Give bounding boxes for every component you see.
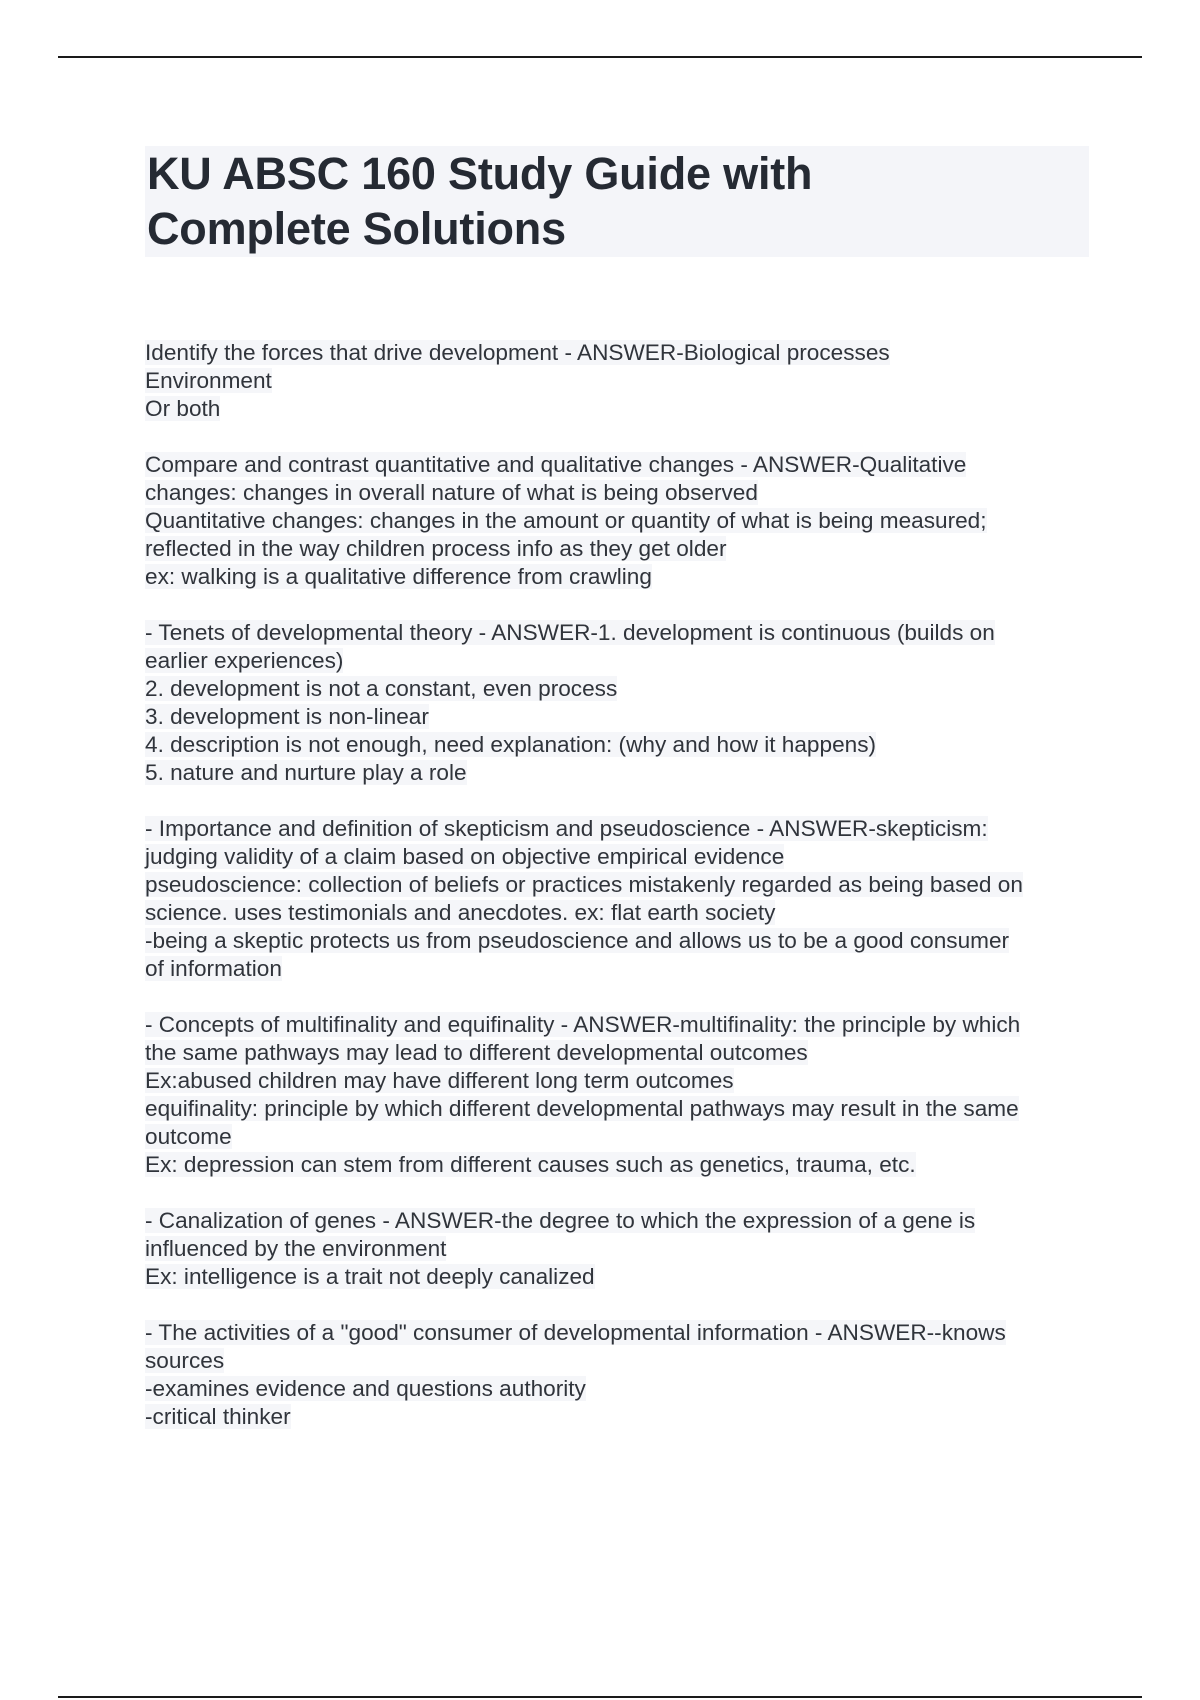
qa-text-line: -examines evidence and questions authority — [145, 1376, 586, 1401]
qa-text-line: the same pathways may lead to different developmental outcomes — [145, 1040, 808, 1065]
qa-item-skepticism — [145, 815, 1105, 983]
qa-text-line: - Tenets of developmental theory - ANSWER-1. development is continuous (builds on — [145, 620, 995, 645]
qa-text-line: -critical thinker — [145, 1404, 291, 1429]
qa-text-line: - The activities of a "good" consumer of developmental information - ANSWER--knows — [145, 1320, 1006, 1345]
qa-text-line: -being a skeptic protects us from pseudoscience and allows us to be a good consumer — [145, 928, 1010, 953]
qa-text-line: 4. description is not enough, need explanation: (why and how it happens) — [145, 732, 877, 757]
qa-item-tenets — [145, 619, 1105, 787]
qa-text-line: reflected in the way children process info as they get older — [145, 536, 727, 561]
footer-rule — [58, 1696, 1142, 1698]
qa-text-line: influenced by the environment — [145, 1236, 447, 1261]
qa-text-line: ex: walking is a qualitative difference from crawling — [145, 564, 652, 589]
qa-text-line: 2. development is not a constant, even process — [145, 676, 618, 701]
qa-item-multifinality — [145, 1011, 1105, 1179]
title-line-2: Complete Solutions — [147, 203, 566, 254]
qa-item-canalization — [145, 1207, 1105, 1291]
qa-item-good-consumer — [145, 1319, 1105, 1431]
qa-item-forces — [145, 339, 1105, 423]
qa-text-line: earlier experiences) — [145, 648, 344, 673]
qa-text-line: pseudoscience: collection of beliefs or practices mistakenly regarded as being based on — [145, 872, 1023, 897]
qa-text-line: judging validity of a claim based on objective empirical evidence — [145, 844, 785, 869]
title-block — [145, 146, 1089, 257]
qa-text-line: - Concepts of multifinality and equifinality - ANSWER-multifinality: the principle by which — [145, 1012, 1021, 1037]
title-line-1: KU ABSC 160 Study Guide with — [147, 148, 813, 199]
qa-text-line: Compare and contrast quantitative and qualitative changes - ANSWER-Qualitative — [145, 452, 967, 477]
qa-text-line: equifinality: principle by which different developmental pathways may result in the same — [145, 1096, 1019, 1121]
qa-text-line: Quantitative changes: changes in the amount or quantity of what is being measured; — [145, 508, 987, 533]
qa-text-line: 5. nature and nurture play a role — [145, 760, 467, 785]
qa-text-line: changes: changes in overall nature of what is being observed — [145, 480, 758, 505]
qa-text-line: - Importance and definition of skepticism and pseudoscience - ANSWER-skepticism: — [145, 816, 988, 841]
qa-text-line: Or both — [145, 396, 221, 421]
qa-text-line: science. uses testimonials and anecdotes. ex: flat earth society — [145, 900, 776, 925]
qa-text-line: Ex: depression can stem from different causes such as genetics, trauma, etc. — [145, 1152, 916, 1177]
qa-text-line: outcome — [145, 1124, 232, 1149]
qa-text-line: 3. development is non-linear — [145, 704, 429, 729]
header-rule — [58, 56, 1142, 58]
document-title — [147, 146, 1089, 256]
qa-text-line: Identify the forces that drive development - ANSWER-Biological processes — [145, 340, 890, 365]
qa-text-line: Ex:abused children may have different long term outcomes — [145, 1068, 734, 1093]
qa-list — [145, 339, 1105, 1459]
qa-text-line: - Canalization of genes - ANSWER-the degree to which the expression of a gene is — [145, 1208, 976, 1233]
qa-item-quant-qual — [145, 451, 1105, 591]
qa-text-line: Ex: intelligence is a trait not deeply canalized — [145, 1264, 595, 1289]
qa-text-line: of information — [145, 956, 282, 981]
qa-text-line: Environment — [145, 368, 272, 393]
qa-text-line: sources — [145, 1348, 225, 1373]
